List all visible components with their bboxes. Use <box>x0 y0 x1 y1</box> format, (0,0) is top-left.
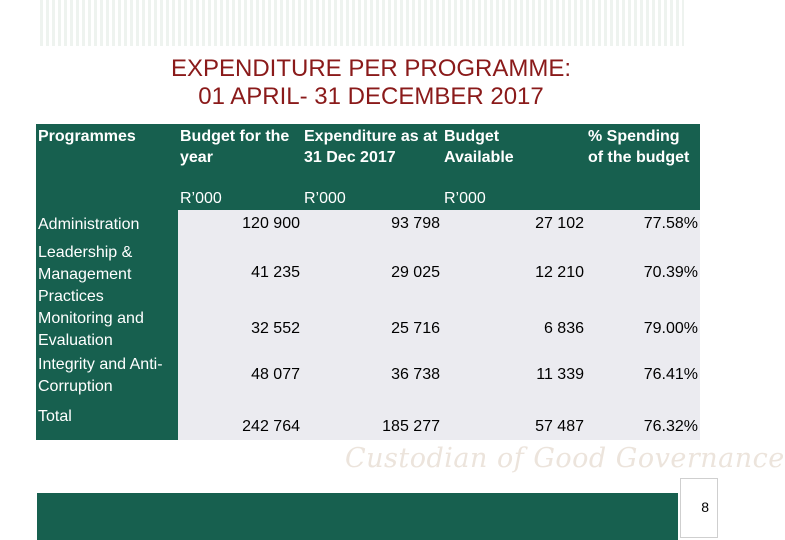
bottom-bar <box>37 493 678 540</box>
cell-available: 12 210 <box>442 240 586 306</box>
slide-title-line-2: 01 APRIL- 31 DECEMBER 2017 <box>198 83 544 110</box>
header-budget <box>178 124 302 210</box>
row-label-monitoring: Monitoring and Evaluation <box>36 306 178 352</box>
header-budget-unit: R’000 <box>180 190 222 207</box>
cell-available: 11 339 <box>442 352 586 402</box>
cell-available: 6 836 <box>442 306 586 352</box>
slide-title <box>40 55 702 111</box>
watermark: Custodian of Good Governance <box>345 443 785 474</box>
cell-spending: 77.58% <box>586 210 700 240</box>
cell-available-total: 57 487 <box>442 402 586 440</box>
cell-budget-total: 242 764 <box>178 402 302 440</box>
row-label-administration: Administration <box>36 210 178 240</box>
header-available-label: Budget Available <box>444 128 514 166</box>
page-number: 8 <box>701 499 709 515</box>
cell-spending: 76.41% <box>586 352 700 402</box>
cell-spending-total: 76.32% <box>586 402 700 440</box>
page-number-box <box>680 478 718 538</box>
row-label-leadership: Leadership & Management Practices <box>36 240 178 306</box>
cell-spending: 70.39% <box>586 240 700 306</box>
header-expenditure <box>302 124 442 210</box>
cell-expenditure: 29 025 <box>302 240 442 306</box>
top-decorative-bar <box>40 0 684 46</box>
header-programmes: Programmes <box>36 124 178 210</box>
cell-budget: 41 235 <box>178 240 302 306</box>
header-available-unit: R’000 <box>444 190 486 207</box>
cell-budget: 120 900 <box>178 210 302 240</box>
cell-expenditure: 93 798 <box>302 210 442 240</box>
cell-expenditure: 25 716 <box>302 306 442 352</box>
header-expenditure-label: Expenditure as at 31 Dec 2017 <box>304 128 438 166</box>
expenditure-table <box>36 124 700 440</box>
cell-expenditure: 36 738 <box>302 352 442 402</box>
header-budget-label: Budget for the year <box>180 128 290 166</box>
header-expenditure-unit: R’000 <box>304 190 346 207</box>
cell-expenditure-total: 185 277 <box>302 402 442 440</box>
row-label-integrity: Integrity and Anti-Corruption <box>36 352 178 402</box>
cell-budget: 48 077 <box>178 352 302 402</box>
row-label-total: Total <box>36 402 178 440</box>
header-available <box>442 124 586 210</box>
cell-spending: 79.00% <box>586 306 700 352</box>
slide-title-line-1: EXPENDITURE PER PROGRAMME: <box>170 55 572 82</box>
header-spending: % Spending of the budget <box>586 124 700 210</box>
cell-available: 27 102 <box>442 210 586 240</box>
cell-budget: 32 552 <box>178 306 302 352</box>
